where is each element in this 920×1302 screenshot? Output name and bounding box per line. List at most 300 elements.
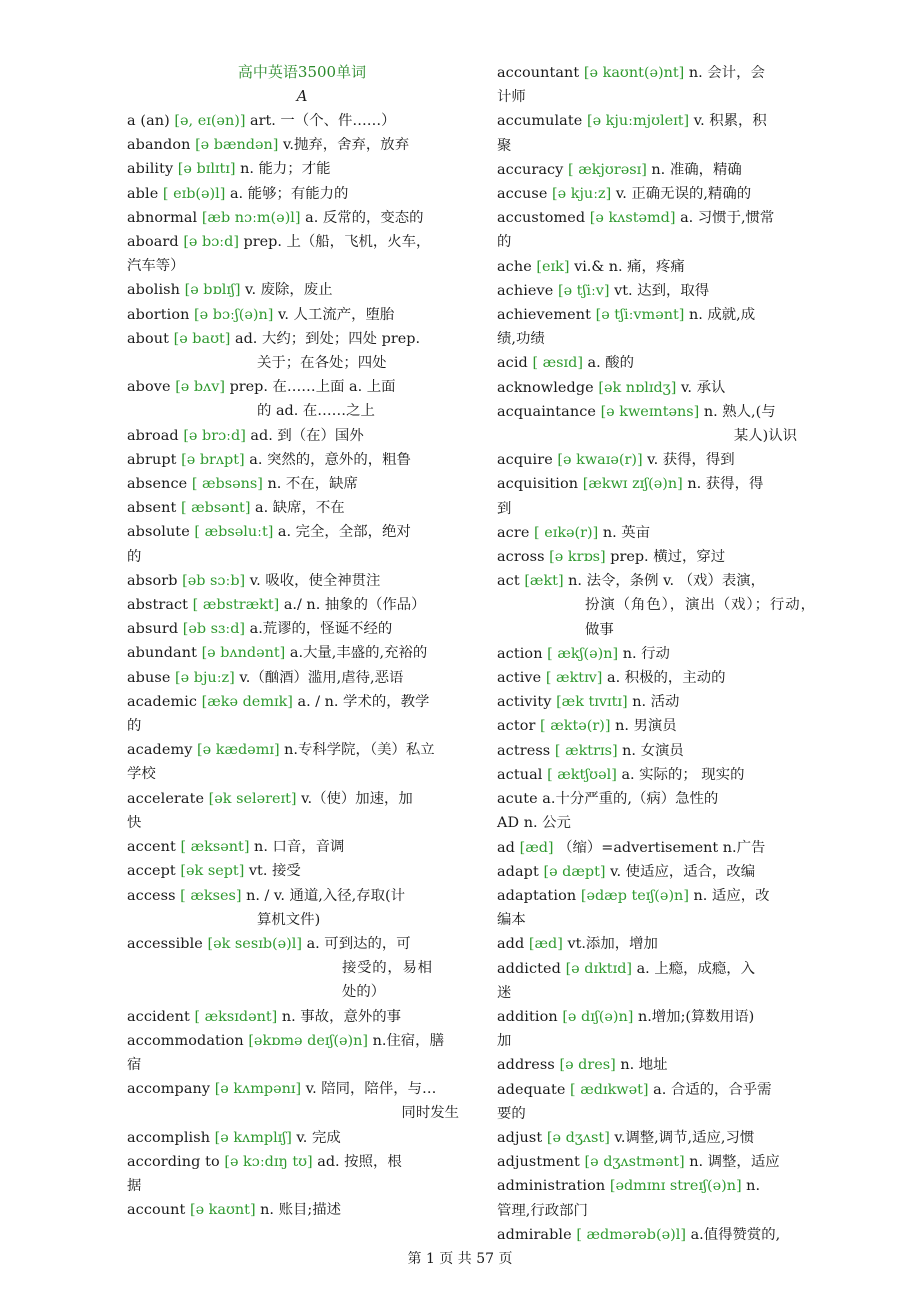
- phonetic: [ə brʌpt]: [181, 451, 245, 468]
- phonetic: [ə kjuːz]: [552, 186, 612, 203]
- definition: v.抛弃，舍弃，放弃: [282, 137, 410, 154]
- definition: vi.& n. 痛，疼痛: [574, 258, 685, 275]
- definition: prep. 在……上面 a. 上面: [229, 379, 396, 396]
- definition: n. 活动: [632, 694, 680, 711]
- word-entry: [127, 206, 477, 230]
- word-entry: [127, 1150, 477, 1198]
- headword: abroad: [127, 427, 179, 444]
- definition-continued: 快: [127, 814, 142, 831]
- definition: a. 实际的； 现实的: [621, 766, 745, 783]
- definition: n. 调整，适应: [689, 1154, 780, 1171]
- definition: a. 能够；有能力的: [229, 185, 349, 202]
- phonetic: [æk tɪvɪtɪ]: [556, 694, 628, 711]
- headword: achievement: [497, 307, 591, 324]
- headword: actor: [497, 718, 536, 735]
- phonetic: [ədmɪnɪ streɪʃ(ə)n]: [609, 1178, 742, 1195]
- definition: n. 男演员: [615, 718, 677, 735]
- phonetic: [ək sesɪb(ə)l]: [207, 935, 302, 952]
- word-entry: [497, 787, 815, 811]
- definition: a. 酸的: [587, 355, 635, 372]
- phonetic: [əb sɔːb]: [182, 572, 246, 589]
- definition-continued: 到: [497, 500, 512, 517]
- phonetic: [ə dɪʃ(ə)n]: [562, 1008, 634, 1025]
- phonetic: [ækə demɪk]: [201, 693, 293, 710]
- phonetic: [əb sɜːd]: [182, 621, 246, 638]
- word-entry: [497, 182, 815, 206]
- definition-continued: 的: [127, 548, 142, 565]
- word-entry: [127, 666, 477, 690]
- phonetic: [ ædmərəb(ə)l]: [576, 1226, 686, 1243]
- definition: v. 正确无误的,精确的: [615, 186, 752, 203]
- definition: n. 获得，得: [687, 476, 764, 493]
- headword: abolish: [127, 282, 181, 299]
- phonetic: [æd]: [519, 839, 554, 856]
- headword: accelerate: [127, 790, 205, 807]
- definition: n. 会计，会: [688, 65, 765, 81]
- definition-continued: 宿: [127, 1056, 142, 1073]
- word-entry: [497, 303, 815, 351]
- word-entry: [497, 472, 815, 520]
- phonetic: [ə dæpt]: [543, 863, 606, 880]
- headword: absent: [127, 500, 177, 517]
- definition: prep. 横过，穿过: [610, 549, 726, 566]
- headword: adjust: [497, 1129, 543, 1146]
- definition: a. 上瘾，成瘾，入: [636, 960, 756, 977]
- definition: a. 习惯于,惯常: [680, 210, 775, 227]
- definition: a. 可到达的，可: [306, 935, 411, 952]
- definition: v. 废除，废止: [245, 282, 333, 299]
- headword: achieve: [497, 282, 554, 299]
- word-entry: [497, 666, 815, 690]
- phonetic: [ə bʌndənt]: [201, 645, 286, 662]
- headword: ad: [497, 839, 515, 856]
- phonetic: [əkɒmə deɪʃ(ə)n]: [248, 1032, 368, 1049]
- word-entry: [497, 1053, 815, 1077]
- word-entry: [127, 641, 477, 665]
- word-entry: [127, 617, 477, 641]
- word-entry: [497, 1078, 815, 1126]
- phonetic: [ə tʃiːvmənt]: [595, 307, 685, 324]
- definition: a. 积极的，主动的: [607, 670, 726, 687]
- definition: n. 女演员: [622, 742, 684, 759]
- headword: adapt: [497, 863, 539, 880]
- definition: a.十分严重的,（病）急性的: [542, 791, 719, 808]
- definition: v.（使）加速，加: [301, 790, 413, 807]
- phonetic: [eɪk]: [536, 258, 570, 275]
- word-entry: [127, 424, 477, 448]
- word-entry: [127, 303, 477, 327]
- left-column: [127, 61, 477, 1222]
- phonetic: [æd]: [528, 936, 563, 953]
- definition: n. 熟人,(与: [703, 403, 776, 420]
- word-entry: [127, 520, 477, 568]
- definition: n.: [746, 1178, 761, 1195]
- definition: v. 积累，积: [693, 113, 767, 130]
- headword: able: [127, 185, 159, 202]
- phonetic: [ eɪb(ə)l]: [162, 185, 226, 202]
- phonetic: [ə baʊt]: [173, 330, 231, 347]
- headword: abuse: [127, 669, 171, 686]
- word-entry: [497, 932, 815, 956]
- word-entry: [127, 1005, 477, 1029]
- definition: n. 能力；才能: [240, 161, 331, 178]
- headword: academy: [127, 742, 193, 759]
- headword: about: [127, 330, 170, 347]
- headword: absolute: [127, 524, 190, 541]
- headword: accumulate: [497, 113, 583, 130]
- definition: n. 地址: [620, 1057, 668, 1074]
- definition: n. 不在，缺席: [267, 476, 358, 493]
- definition: n. 英亩: [602, 524, 651, 541]
- phonetic: [ək sept]: [180, 863, 245, 880]
- definition-continued: 算机文件): [257, 911, 321, 928]
- definition: v. 获得，得到: [647, 452, 735, 469]
- definition: ad. 按照，根: [317, 1153, 402, 1170]
- headword: address: [497, 1057, 555, 1074]
- word-entry: [497, 448, 815, 472]
- headword: abortion: [127, 306, 190, 323]
- headword: accuse: [497, 186, 548, 203]
- headword: adaptation: [497, 887, 577, 904]
- phonetic: [ækwɪ zɪʃ(ə)n]: [582, 476, 683, 493]
- phonetic: [ə kɔːdɪŋ tʊ]: [224, 1153, 313, 1170]
- headword: AD: [497, 815, 520, 832]
- word-entry: [497, 763, 815, 787]
- definition: v. 使适应，适合，改编: [610, 863, 756, 880]
- word-entry: [127, 593, 477, 617]
- phonetic: [ə kaʊnt]: [189, 1202, 256, 1219]
- headword: across: [497, 549, 545, 566]
- phonetic: [ə kʌstəmd]: [589, 210, 676, 227]
- word-entry: [497, 836, 815, 860]
- word-entry: [127, 835, 477, 859]
- definition: n.住宿，膳: [372, 1032, 444, 1049]
- definition: vt.添加，增加: [567, 936, 658, 953]
- word-entry: [497, 158, 815, 182]
- headword: accident: [127, 1008, 190, 1025]
- definition: ad. 到（在）国外: [250, 427, 364, 444]
- headword: absorb: [127, 572, 178, 589]
- word-entry: [497, 279, 815, 303]
- headword: acquaintance: [497, 403, 596, 420]
- headword: accustomed: [497, 210, 586, 227]
- word-entry: [497, 569, 815, 642]
- phonetic: [ə bɒlɪʃ]: [184, 282, 241, 299]
- definition-continued: 的: [497, 234, 512, 251]
- page-footer: 第 1 页 共 57 页: [407, 1251, 513, 1267]
- word-entry: [127, 787, 477, 835]
- headword: abandon: [127, 137, 191, 154]
- section-letter: A: [296, 87, 308, 105]
- headword: acre: [497, 524, 530, 541]
- headword: acquire: [497, 452, 553, 469]
- headword: above: [127, 379, 171, 396]
- left-word-list: [127, 109, 477, 1222]
- phonetic: [ə brɔːd]: [183, 427, 246, 444]
- word-entry: [497, 376, 815, 400]
- word-entry: [127, 448, 477, 472]
- definition: n. 准确，精确: [651, 161, 742, 178]
- word-entry: [497, 351, 815, 375]
- definition-continued: 据: [127, 1177, 142, 1194]
- word-entry: [497, 1174, 815, 1222]
- word-entry: [497, 1005, 815, 1053]
- headword: activity: [497, 694, 552, 711]
- headword: access: [127, 887, 176, 904]
- word-entry: [127, 496, 477, 520]
- phonetic: [ə bɔːd]: [183, 234, 239, 251]
- definition: prep. 上（船，飞机，火车，: [243, 234, 431, 251]
- headword: addicted: [497, 960, 561, 977]
- phonetic: [ək seləreɪt]: [208, 790, 297, 807]
- headword: acquisition: [497, 476, 579, 493]
- phonetic: [ə dres]: [559, 1057, 616, 1074]
- phonetic: [ ækʃ(ə)n]: [547, 645, 619, 662]
- definition: a. 缺席，不在: [255, 500, 345, 517]
- definition: v. 承认: [681, 379, 726, 396]
- phonetic: [ æsɪd]: [532, 355, 583, 372]
- headword: absence: [127, 476, 188, 493]
- definition: n. 事故，意外的事: [281, 1008, 402, 1025]
- definition-continued: 迷: [497, 984, 512, 1001]
- headword: administration: [497, 1178, 606, 1195]
- definition: v.调整,调节,适应,习惯: [614, 1129, 755, 1146]
- definition: a./ n. 抽象的（作品）: [283, 597, 426, 614]
- word-entry: [497, 109, 815, 157]
- headword: acid: [497, 355, 528, 372]
- headword: abundant: [127, 645, 197, 662]
- headword: abrupt: [127, 451, 177, 468]
- word-entry: [127, 1126, 477, 1150]
- headword: accept: [127, 863, 176, 880]
- phonetic: [ æbsəluːt]: [194, 524, 274, 541]
- word-entry: [497, 400, 815, 448]
- word-entry: [127, 932, 477, 1005]
- headword: ache: [497, 258, 532, 275]
- definition-continued: 要的: [497, 1105, 526, 1122]
- definition: vt. 接受: [248, 863, 301, 880]
- phonetic: [ækt]: [524, 573, 564, 590]
- word-entry: [127, 472, 477, 496]
- definition: a.值得赞赏的,: [690, 1226, 781, 1243]
- definition: （缩）=advertisement n.广告: [558, 839, 766, 856]
- phonetic: [ə kjuːmjʊleɪt]: [586, 113, 690, 130]
- definition-continued: 的 ad. 在……之上: [257, 403, 375, 420]
- phonetic: [æb nɔːm(ə)l]: [201, 209, 301, 226]
- headword: adequate: [497, 1081, 566, 1098]
- definition-continued: 管理,行政部门: [497, 1202, 588, 1219]
- word-entry: [127, 230, 477, 278]
- definition-continued: 的: [127, 718, 142, 735]
- phonetic: [ æktə(r)]: [540, 718, 611, 735]
- phonetic: [ə kwaɪə(r)]: [557, 452, 643, 469]
- word-entry: [497, 957, 815, 1005]
- definition-continued: 编本: [497, 912, 526, 929]
- headword: add: [497, 936, 525, 953]
- headword: accommodation: [127, 1032, 244, 1049]
- headword: academic: [127, 693, 198, 710]
- definition: a. 完全，全部，绝对: [277, 524, 411, 541]
- definition-continued: 学校: [127, 766, 156, 783]
- definition-continued: 同时发生: [401, 1105, 459, 1122]
- headword: accessible: [127, 935, 203, 952]
- phonetic: [ə bɔːʃ(ə)n]: [194, 306, 274, 323]
- word-entry: [497, 1223, 815, 1247]
- headword: action: [497, 645, 543, 662]
- headword: a (an): [127, 113, 170, 129]
- headword: abnormal: [127, 209, 198, 226]
- phonetic: [ə, eɪ(ən)]: [174, 113, 246, 129]
- word-entry: [497, 545, 815, 569]
- headword: abstract: [127, 597, 189, 614]
- headword: active: [497, 670, 542, 687]
- phonetic: [ə krɒs]: [549, 549, 606, 566]
- headword: accompany: [127, 1081, 211, 1098]
- word-entry: [127, 1077, 477, 1125]
- word-entry: [497, 642, 815, 666]
- phonetic: [ə dʒʌst]: [546, 1129, 610, 1146]
- phonetic: [ æksənt]: [180, 839, 250, 856]
- headword: addition: [497, 1008, 558, 1025]
- word-entry: [127, 1029, 477, 1077]
- definition-continued: 聚: [497, 137, 512, 154]
- definition: n. 行动: [622, 645, 670, 662]
- definition: n. / v. 通道,入径,存取(计: [246, 887, 406, 904]
- headword: adjustment: [497, 1154, 580, 1171]
- word-entry: [497, 521, 815, 545]
- definition: a. 合适的，合乎需: [653, 1081, 772, 1098]
- definition: v. 人工流产，堕胎: [277, 306, 395, 323]
- definition-continued: 某人)认识: [733, 428, 797, 445]
- word-entry: [127, 375, 477, 423]
- definition: a. / n. 学术的，教学: [297, 693, 430, 710]
- word-entry: [127, 182, 477, 206]
- phonetic: [ æbsəns]: [191, 476, 263, 493]
- phonetic: [ə tʃiːv]: [557, 282, 610, 299]
- word-entry: [497, 811, 815, 835]
- word-entry: [127, 884, 477, 932]
- definition: v. 完成: [296, 1129, 341, 1146]
- definition: n. 法令，条例 v. （戏）表演，: [568, 573, 766, 590]
- phonetic: [ə kweɪntəns]: [600, 403, 700, 420]
- phonetic: [ə bændən]: [195, 137, 279, 154]
- headword: absurd: [127, 621, 179, 638]
- definition: vt. 达到，取得: [614, 282, 710, 299]
- word-entry: [127, 569, 477, 593]
- phonetic: [ æbsənt]: [180, 500, 251, 517]
- definition-continued: 汽车等）: [127, 258, 185, 275]
- phonetic: [ æktɪv]: [545, 670, 603, 687]
- headword: account: [127, 1202, 186, 1219]
- definition: n.增加;(算数用语): [637, 1008, 755, 1025]
- word-entry: [497, 61, 815, 109]
- word-entry: [127, 859, 477, 883]
- headword: accomplish: [127, 1129, 211, 1146]
- phonetic: [ə bʌv]: [175, 379, 225, 396]
- phonetic: [ə dʒʌstmənt]: [584, 1154, 685, 1171]
- headword: actress: [497, 742, 551, 759]
- definition-continued: 加: [497, 1033, 512, 1050]
- definition: n. 成就,成: [688, 307, 756, 324]
- word-entry: [497, 884, 815, 932]
- headword: according to: [127, 1153, 220, 1170]
- right-word-list: [497, 61, 815, 1247]
- headword: actual: [497, 766, 543, 783]
- definition: a. 突然的，意外的，粗鲁: [249, 451, 411, 468]
- definition: a.大量,丰盛的,充裕的: [289, 645, 428, 662]
- headword: ability: [127, 161, 174, 178]
- headword: act: [497, 573, 520, 590]
- word-entry: [497, 690, 815, 714]
- definition-continued: 绩,功绩: [497, 331, 545, 348]
- phonetic: [ə kʌmplɪʃ]: [214, 1129, 292, 1146]
- phonetic: [ə kædəmɪ]: [197, 742, 280, 759]
- phonetic: [ æbstrækt]: [192, 597, 280, 614]
- phonetic: [ə dɪktɪd]: [565, 960, 633, 977]
- word-entry: [497, 1150, 815, 1174]
- headword: accountant: [497, 65, 580, 81]
- definition: ad. 大约；到处；四处 prep.: [235, 330, 421, 347]
- definition-continued: 计师: [497, 89, 526, 106]
- definition: n.专科学院，（美）私立: [284, 742, 435, 759]
- phonetic: [ə kaʊnt(ə)nt]: [583, 65, 685, 81]
- word-entry: [127, 690, 477, 738]
- phonetic: [ eɪkə(r)]: [534, 524, 599, 541]
- definition-continued: 接受的，易相处的）: [342, 960, 432, 1001]
- word-entry: [127, 109, 477, 133]
- word-entry: [497, 714, 815, 738]
- phonetic: [ æktʃʊəl]: [547, 766, 617, 783]
- phonetic: [ æksɪdənt]: [194, 1008, 278, 1025]
- right-column: [497, 61, 815, 1247]
- headword: acute: [497, 791, 538, 808]
- phonetic: [ə kʌmpənɪ]: [214, 1081, 302, 1098]
- phonetic: [ə bjuːz]: [175, 669, 235, 686]
- word-entry: [127, 1198, 477, 1222]
- definition: v. 吸收，使全神贯注: [249, 572, 381, 589]
- headword: admirable: [497, 1226, 572, 1243]
- page-title: 高中英语3500单词: [237, 63, 367, 81]
- definition: n. 适应，改: [693, 887, 770, 904]
- definition: art. 一（个、件……）: [250, 113, 396, 129]
- headword: accuracy: [497, 161, 564, 178]
- phonetic: [ ædɪkwət]: [570, 1081, 649, 1098]
- word-entry: [497, 1126, 815, 1150]
- phonetic: [ ækses]: [180, 887, 242, 904]
- word-entry: [127, 327, 477, 375]
- word-entry: [497, 206, 815, 254]
- definition: v.（酗酒）滥用,虐待,恶语: [239, 669, 404, 686]
- phonetic: [ ækjʊrəsɪ]: [568, 161, 647, 178]
- definition: a. 反常的，变态的: [305, 209, 424, 226]
- definition-continued: 关于；在各处；四处: [257, 355, 387, 372]
- phonetic: [ədæp teɪʃ(ə)n]: [580, 887, 689, 904]
- headword: acknowledge: [497, 379, 594, 396]
- definition-continued: 扮演（角色），演出（戏）；行动，做事: [585, 597, 815, 638]
- headword: accent: [127, 839, 176, 856]
- definition: n. 口音，音调: [254, 839, 345, 856]
- phonetic: [ æktrɪs]: [554, 742, 618, 759]
- phonetic: [ə bɪlɪtɪ]: [177, 161, 236, 178]
- word-entry: [127, 133, 477, 157]
- phonetic: [ək nɒlɪdʒ]: [598, 379, 677, 396]
- word-entry: [497, 255, 815, 279]
- definition: n. 账目;描述: [260, 1202, 341, 1219]
- word-entry: [497, 739, 815, 763]
- word-entry: [497, 860, 815, 884]
- definition: a.荒谬的，怪诞不经的: [249, 621, 393, 638]
- headword: aboard: [127, 234, 179, 251]
